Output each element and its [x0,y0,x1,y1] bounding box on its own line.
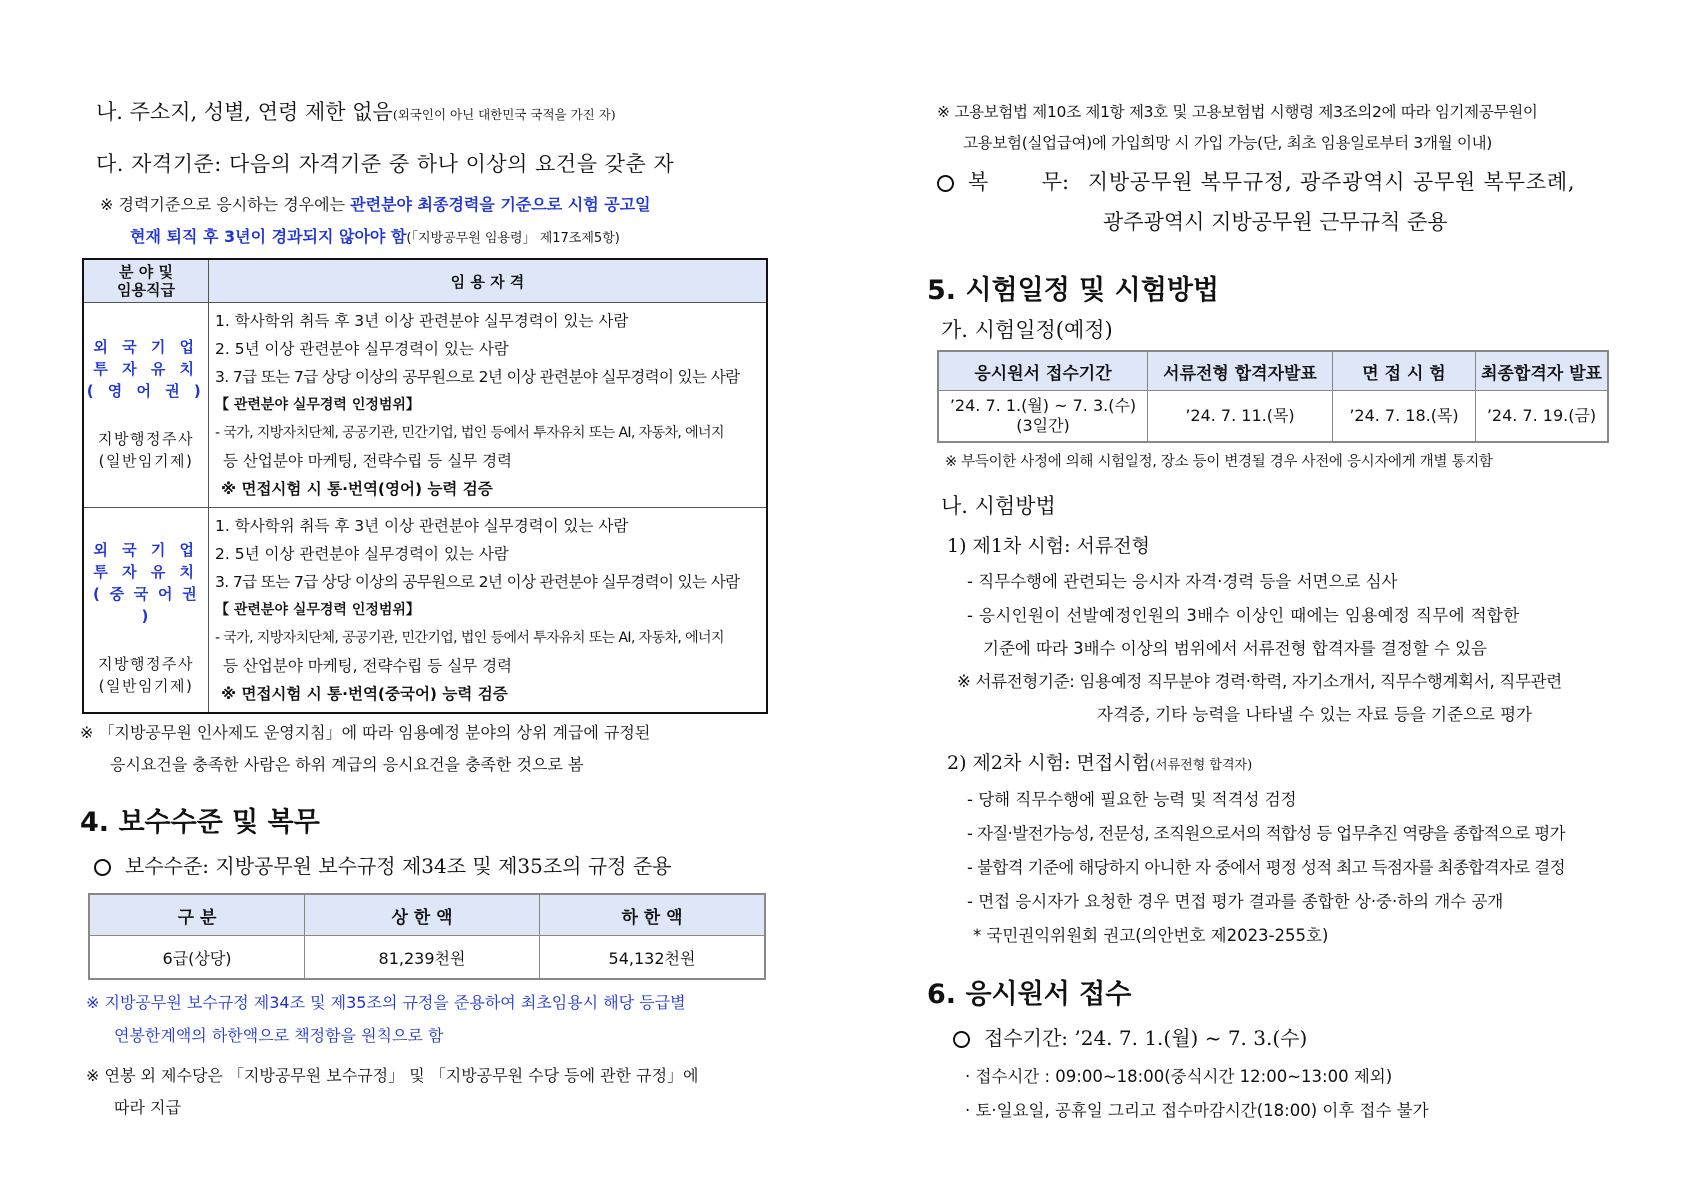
field-line: 투 자 유 치 [93,563,199,581]
receipt-period-text: 접수기간: ’24. 7. 1.(월) ~ 7. 3.(수) [984,1026,1308,1050]
schedule-note: ※ 부득이한 사정에 의해 시험일정, 장소 등이 변경될 경우 사전에 응시자에게 개별 통지함 [945,454,1493,470]
section-5-title: 5. 시험일정 및 시험방법 [927,275,1219,306]
receipt-time: · 접수시간 : 09:00~18:00(중식시간 12:00~13:00 제외) [965,1067,1393,1086]
table-row [83,508,767,714]
range-title: 【 관련분야 실무경력 인정범위】 [215,397,420,413]
exam1-title: 1) 제1차 시험: 서류전형 [947,535,1150,557]
qual-header-field [83,259,209,303]
pay-header-category: 구 분 [89,894,305,936]
residence-line [96,96,616,126]
exam1-bullet-2a: - 응시인원이 선발예정인원의 3배수 이상인 때에는 임용예정 직무에 적합한 [967,606,1520,625]
rule-note-line1: ※ 「지방공무원 인사제도 운영지침」에 따라 임용예정 분야의 상위 계급에 규정된 [80,723,651,742]
residence-text: 나. 주소지, 성별, 연령 제한 없음 [96,100,393,124]
range-line: - 국가, 지방자치단체, 공공기관, 민간기업, 법인 등에서 투자유치 또는 AI, 자동차, 에너지 [215,425,724,441]
sched-interview: ’24. 7. 18.(목) [1333,391,1476,443]
exam1-bullet-1: - 직무수행에 관련되는 응시자 자격·경력 등을 서면으로 심사 [967,572,1398,591]
circle-bullet-icon [94,859,111,876]
rank-line: 지방행정주사 [98,430,194,448]
pay-note-line1: ※ 지방공무원 보수규정 제34조 및 제35조의 규정을 준용하여 최초임용시 해당 등급별 [86,993,686,1012]
sched-application-days: (3일간) [1016,416,1070,435]
range-note: ※ 면접시험 시 통·번역(영어) 능력 검증 [221,480,493,498]
field-line: 투 자 유 치 [93,360,199,378]
exam1-note-a: ※ 서류전형기준: 임용예정 직무분야 경력·학력, 자기소개서, 직무수행계획서, 직무관련 [957,672,1562,691]
sched-doc-result: ’24. 7. 11.(목) [1148,391,1333,443]
career-note-emphasis-2: 현재 퇴직 후 3년이 경과되지 않아야 함 [130,227,407,246]
allowance-note-line2: 따라 지급 [114,1098,181,1117]
field-line: ( 중 국 어 권 ) [93,585,199,625]
schedule-table [937,350,1609,443]
qualification-cell [209,303,768,508]
exam1-bullet-2b: 기준에 따라 3배수 이상의 범위에서 서류전형 합격자를 결정할 수 있음 [983,639,1487,658]
exam2-bullet-2: - 자질·발전가능성, 전문성, 조직원으로서의 적합성 등 업무추진 역량을 종합적으로 평가 [967,824,1565,843]
qual-item: 1. 학사학위 취득 후 3년 이상 관련분야 실무경력이 있는 사람 [215,312,629,330]
exam2-bullet-1: - 당해 직무수행에 필요한 능력 및 적격성 검정 [967,790,1297,809]
career-note-citation: (「지방공무원 임용령」 제17조제5항) [406,231,620,246]
pay-grade: 6급(상당) [89,936,305,980]
section-6-title: 6. 응시원서 접수 [927,979,1132,1010]
exam2-bullet-4: - 면접 응시자가 요청한 경우 면접 평가 결과를 종합한 상·중·하의 개수 공개 [967,892,1504,911]
table-row [83,303,767,508]
pay-header-upper: 상 한 액 [305,894,540,936]
field-cell-english [83,303,209,508]
career-note-line1 [100,192,651,215]
qualification-heading: 다. 자격기준: 다음의 자격기준 중 하나 이상의 요건을 갖춘 자 [96,152,675,176]
rank-line: (일반임기제) [98,452,194,470]
field-line: 외 국 기 업 [93,338,199,356]
section-4-title: 4. 보수수준 및 복무 [80,807,320,838]
insurance-note-line2: 고용보험(실업급여)에 가입희망 시 가입 가능(단, 최초 임용일로부터 3개월 이내) [963,134,1493,152]
receipt-closed: · 토·일요일, 공휴일 그리고 접수마감시간(18:00) 이후 접수 불가 [965,1101,1429,1120]
field-name [85,539,207,627]
allowance-note-line1: ※ 연봉 외 제수당은 「지방공무원 보수규정」 및 「지방공무원 수당 등에 관한 규정」에 [86,1066,699,1085]
exam2-title-text: 2) 제2차 시험: 면접시험 [947,752,1150,774]
exam2-bullet-3: - 불합격 기준에 해당하지 아니한 자 중에서 평정 성적 최고 득점자를 최종합격자로 결정 [967,858,1565,877]
sched-header: 최종합격자 발표 [1476,351,1609,391]
rank-name [85,428,207,472]
pay-upper: 81,239천원 [305,936,540,980]
career-note-prefix: ※ 경력기준으로 응시하는 경우에는 [100,195,351,214]
pay-header-lower: 하 한 액 [540,894,766,936]
circle-bullet-icon [953,1031,970,1048]
pay-note-line2: 연봉한계액의 하한액으로 책정함을 원칙으로 함 [114,1026,444,1045]
qual-header-qualification: 임 용 자 격 [209,259,768,303]
field-name [85,336,207,402]
range-note: ※ 면접시험 시 통·번역(중국어) 능력 검증 [221,685,508,703]
sched-application-dates: ’24. 7. 1.(월) ~ 7. 3.(수) [949,396,1137,415]
range-line: 등 산업분야 마케팅, 전략수립 등 실무 경력 [223,657,513,675]
sched-application [938,391,1148,443]
pay-level-text: 보수수준: 지방공무원 보수규정 제34조 및 제35조의 규정 준용 [125,854,672,878]
schedule-title: 가. 시험일정(예정) [941,318,1113,342]
field-line: 외 국 기 업 [93,541,199,559]
range-title: 【 관련분야 실무경력 인정범위】 [215,602,420,618]
circle-bullet-icon [937,175,954,192]
table-row [89,936,765,980]
duty-line [937,166,1575,196]
qual-item: 3. 7급 또는 7급 상당 이상의 공무원으로 2년 이상 관련분야 실무경력이 있는 사람 [215,368,740,386]
range-line: - 국가, 지방자치단체, 공공기관, 민간기업, 법인 등에서 투자유치 또는 AI, 자동차, 에너지 [215,630,724,646]
rank-name [85,653,207,697]
pay-table [88,893,766,980]
exam2-subtitle: (서류전형 합격자) [1149,758,1253,773]
qual-item: 2. 5년 이상 관련분야 실무경력이 있는 사람 [215,545,509,563]
residence-subtext: (외국인이 아닌 대한민국 국적을 가진 자) [392,107,616,122]
sched-header: 응시원서 접수기간 [938,351,1148,391]
sched-header: 서류전형 합격자발표 [1148,351,1333,391]
field-cell-chinese [83,508,209,714]
duty-line-2: 광주광역시 지방공무원 근무규칙 준용 [1103,210,1448,234]
qual-item: 3. 7급 또는 7급 상당 이상의 공무원으로 2년 이상 관련분야 실무경력이 있는 사람 [215,573,740,591]
qual-header-field-text: 분 야 및 임용직급 [117,263,175,299]
qual-item: 1. 학사학위 취득 후 3년 이상 관련분야 실무경력이 있는 사람 [215,517,629,535]
insurance-note-line1: ※ 고용보험법 제10조 제1항 제3호 및 고용보험법 시행령 제3조의2에 따라 임기제공무원이 [937,103,1538,121]
rank-line: 지방행정주사 [98,655,194,673]
rank-line: (일반임기제) [98,677,194,695]
rule-note-line2: 응시요건을 충족한 사람은 하위 계급의 응시요건을 충족한 것으로 봄 [110,755,584,774]
table-row [938,391,1608,443]
method-title: 나. 시험방법 [941,494,1056,518]
duty-text-1: 지방공무원 복무규정, 광주광역시 공무원 복무조례, [1087,170,1576,194]
qualification-table [82,258,768,714]
duty-label: 복 무: [968,170,1070,194]
exam2-title [947,748,1252,775]
pay-level-line [94,850,672,879]
pay-lower: 54,132천원 [540,936,766,980]
exam2-star-note: * 국민권익위원회 권고(의안번호 제2023-255호) [973,926,1329,945]
career-note-emphasis: 관련분야 최종경력을 기준으로 시험 공고일 [350,195,651,214]
qualification-cell [209,508,768,714]
receipt-period-line [953,1022,1307,1051]
sched-header: 면 접 시 험 [1333,351,1476,391]
field-line: ( 영 어 권 ) [86,382,206,400]
exam1-note-b: 자격증, 기타 능력을 나타낼 수 있는 자료 등을 기준으로 평가 [1097,705,1532,724]
qual-item: 2. 5년 이상 관련분야 실무경력이 있는 사람 [215,340,509,358]
career-note-line2 [130,224,620,247]
range-line: 등 산업분야 마케팅, 전략수립 등 실무 경력 [223,452,513,470]
sched-final-result: ’24. 7. 19.(금) [1476,391,1609,443]
